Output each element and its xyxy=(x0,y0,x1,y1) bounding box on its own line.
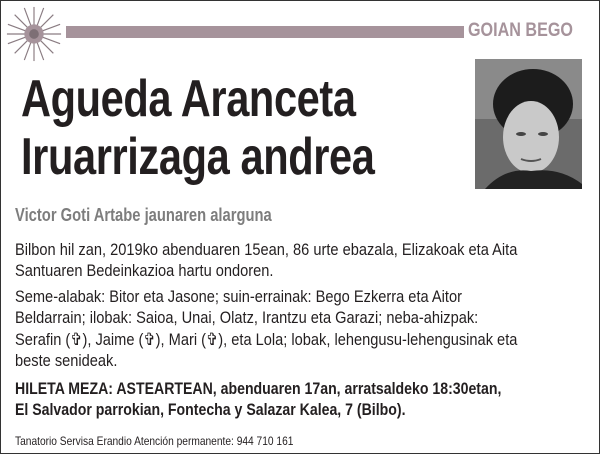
header-bar xyxy=(66,26,464,38)
subtitle: Victor Goti Artabe jaunaren alarguna xyxy=(15,205,272,225)
section-label: GOIAN BEGO xyxy=(468,20,573,41)
deceased-photo xyxy=(475,59,582,189)
paragraph-line: Bilbon hil zan, 2019ko abenduaren 15ean, 86 urte ebazala, Elizakoak eta Aita xyxy=(15,240,518,259)
paragraph-line: Santuaren Bedeinkazioa hartu ondoren. xyxy=(15,261,274,280)
deceased-name-line-2: Iruarrizaga andrea xyxy=(21,128,375,186)
funeral-line: El Salvador parrokian, Fontecha y Salazar Kalea, 7 (Bilbo). xyxy=(15,400,406,419)
funeral-line: HILETA MEZA: ASTEARTEAN, abenduaren 17an, arratsaldeko 18:30etan, xyxy=(15,379,502,398)
thistle-flower-icon xyxy=(5,5,63,63)
paragraph-line: Beldarrain; ilobak: Saioa, Unai, Olatz, Irantzu eta Garazi; neba-ahizpak: xyxy=(15,308,479,327)
paragraph-line: Seme-alabak: Bitor eta Jasone; suin-errainak: Bego Ezkerra eta Aitor xyxy=(15,287,462,306)
paragraph-line: Serafin (✞), Jaime (✞), Mari (✞), eta Lola; lobak, lehengusu-lehengusinak eta xyxy=(15,330,518,349)
funeral-home-footer: Tanatorio Servisa Erandio Atención permanente: 944 710 161 xyxy=(15,434,294,448)
paragraph-line: beste senideak. xyxy=(15,351,118,370)
deceased-name-line-1: Agueda Aranceta xyxy=(21,70,356,128)
